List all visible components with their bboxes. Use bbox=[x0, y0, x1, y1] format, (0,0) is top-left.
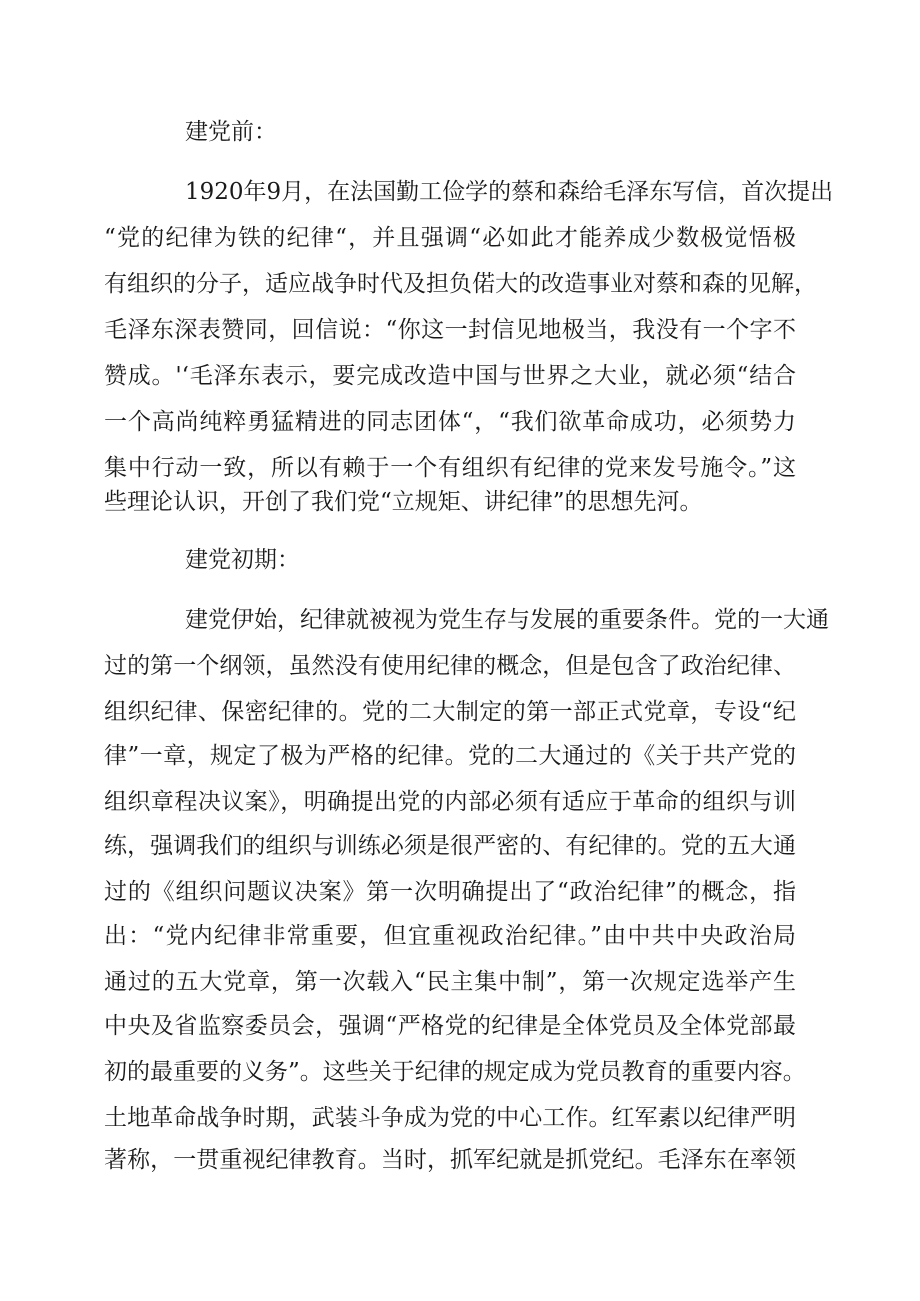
paragraph-line: 通过的五大党章，第一次载入“民主集中制”，第一次规定选举产生 bbox=[104, 969, 796, 995]
paragraph-line: 中央及省监察委员会，强调“严格党的纪律是全体党员及全体党部最 bbox=[104, 1013, 796, 1039]
section-heading-early-founding: 建党初期： bbox=[185, 547, 300, 573]
paragraph-line: 组织章程决议案》，明确提出党的内部必须有适应于革命的组织与训 bbox=[104, 789, 796, 815]
paragraph-line: 过的《组织问题议决案》第一次明确提出了“政治纪律”的概念，指 bbox=[104, 879, 796, 905]
paragraph-line: 出：“党内纪律非常重要，但宜重视政治纪律。”由中共中央政治局 bbox=[104, 923, 796, 949]
paragraph-line: 些理论认识，开创了我们党“立规矩、讲纪律”的思想先河。 bbox=[104, 489, 703, 515]
paragraph-line: 初的最重要的义务”。这些关于纪律的规定成为党员教育的重要内容。 bbox=[104, 1059, 806, 1085]
paragraph-line: 律”一章，规定了极为严格的纪律。党的二大通过的《关于共产党的 bbox=[104, 743, 796, 769]
paragraph-line: 集中行动一致，所以有赖于一个有组织有纪律的党来发号施令。”这 bbox=[104, 455, 796, 481]
paragraph-line: 土地革命战争时期，武装斗争成为党的中心工作。红军素以纪律严明 bbox=[104, 1105, 796, 1131]
paragraph-line: 过的第一个纲领，虽然没有使用纪律的概念，但是包含了政治纪律、 bbox=[104, 653, 796, 679]
paragraph-line: 组织纪律、保密纪律的。党的二大制定的第一部正式党章，专设“纪 bbox=[104, 699, 796, 725]
paragraph-line: 有组织的分子，适应战争时代及担负偌大的改造事业对蔡和森的见解， bbox=[104, 271, 817, 297]
section-heading-before-founding: 建党前： bbox=[185, 119, 277, 145]
paragraph-line: 练，强调我们的组织与训练必须是很严密的、有纪律的。党的五大通 bbox=[104, 833, 796, 859]
paragraph-line: 1920年9月，在法国勤工俭学的蔡和森给毛泽东写信，首次提出 bbox=[185, 179, 834, 205]
paragraph-line: 毛泽东深表赞同，回信说：“你这一封信见地极当，我没有一个字不 bbox=[104, 317, 796, 343]
paragraph-line: 一个高尚纯粹勇猛精进的同志团体“，“我们欲革命成功，必须势力 bbox=[104, 409, 796, 435]
paragraph-line: “党的纪律为铁的纪律“，并且强调“必如此才能养成少数极觉悟极 bbox=[104, 225, 796, 251]
paragraph-line: 赞成。'‘毛泽东表示，要完成改造中国与世界之大业，就必须“结合 bbox=[104, 363, 796, 389]
paragraph-line: 建党伊始，纪律就被视为党生存与发展的重要条件。党的一大通 bbox=[185, 607, 829, 633]
paragraph-line: 著称，一贯重视纪律教育。当时，抓军纪就是抓党纪。毛泽东在率领 bbox=[104, 1147, 796, 1173]
